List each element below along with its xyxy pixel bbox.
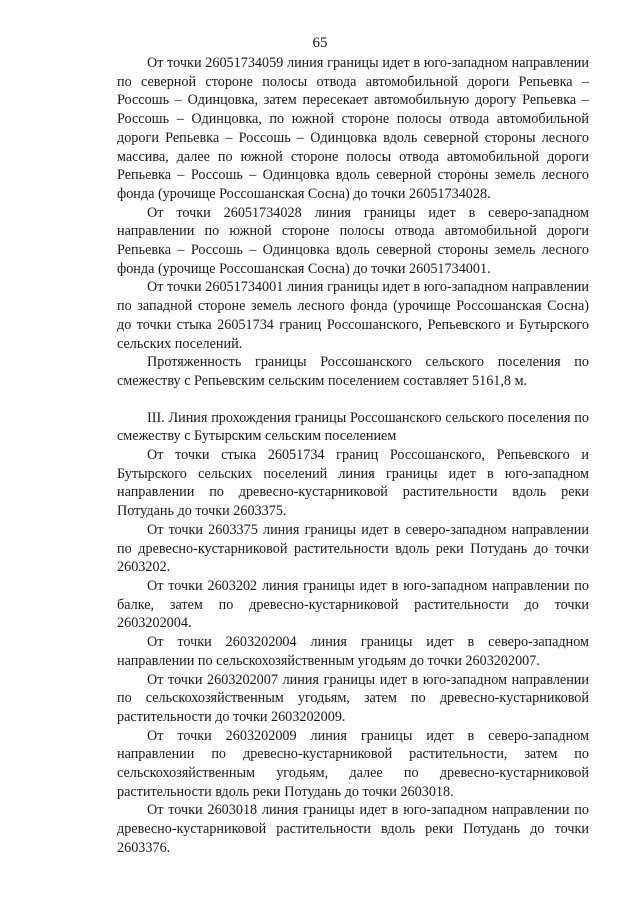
paragraph-boundary-length: Протяженность границы Россошанского сельского поселения по смежеству с Репьевским сельским поселением составляет 5161,8 м. xyxy=(117,354,589,389)
paragraph-point-26051734059: От точки 26051734059 линия границы идет в юго-западном направлении по северной стороне полосы отвода автомобильной дороги Репьевка – Россошь – Одинцовка, затем пересекает автомобильную дорогу Репьевка – Россошь – Одинцовка, по южной стороне полосы отвода автомобильной дороги Репьевка – Россошь – Одинцовка вдоль северной стороны лесного массива, далее по южной стороне полосы отвода автомобильной дороги Репьевка – Россошь – Одинцовка вдоль северной стороны земель лесного фонда (урочище Россошанская Сосна) до точки 26051734028. xyxy=(117,55,589,202)
paragraph-point-2603018: От точки 2603018 линия границы идет в юго-западном направлении по древесно-кустарниковой растительности вдоль реки Потудань до точки 2603376. xyxy=(117,802,589,856)
paragraph-point-26051734001: От точки 26051734001 линия границы идет в юго-западном направлении по западной стороне земель лесного фонда (урочище Россошанская Сосна) до точки стыка 26051734 границ Россошанского, Репьевского и Бутырского сельских поселений. xyxy=(117,279,589,352)
page-number: 65 xyxy=(312,35,328,51)
paragraph-point-2603375: От точки 2603375 линия границы идет в северо-западном направлении по древесно-кустарниковой растительности вдоль реки Потудань до точки 2603202. xyxy=(117,521,589,576)
document-body xyxy=(117,54,589,858)
paragraph-point-2603202007: От точки 2603202007 линия границы идет в юго-западном направлении по сельскохозяйственным угодьям, затем по древесно-кустарниковой растительности до точки 2603202009. xyxy=(117,671,589,725)
paragraph-junction-26051734: От точки стыка 26051734 границ Россошанского, Репьевского и Бутырского сельских поселений линия границы идет в юго-западном направлении по древесно-кустарниковой растительности вдоль реки Потудань до точки 2603375. xyxy=(117,447,589,520)
paragraph-point-2603202004: От точки 2603202004 линия границы идет в северо-западном направлении по сельскохозяйственным угодьям до точки 2603202007. xyxy=(117,634,589,669)
paragraph-point-26051734028: От точки 26051734028 линия границы идет в северо-западном направлении по южной стороне полосы отвода автомобильной дороги Репьевка – Россошь – Одинцовка вдоль северной стороны земель лесного фонда (урочище Россошанская Сосна) до точки 26051734001. xyxy=(117,204,589,277)
section-heading-iii: III. Линия прохождения границы Россошанского сельского поселения по смежеству с Бутырским сельским поселением xyxy=(117,409,589,445)
paragraph-point-2603202009: От точки 2603202009 линия границы идет в северо-западном направлении по древесно-кустарниковой растительности, затем по сельскохозяйственным угодьям, далее по древесно-кустарниковой растительности вдоль реки Потудань до точки 2603018. xyxy=(117,727,589,800)
paragraph-point-2603202: От точки 2603202 линия границы идет в юго-западном направлении по балке, затем по древесно-кустарниковой растительности до точки 2603202004. xyxy=(117,577,589,632)
